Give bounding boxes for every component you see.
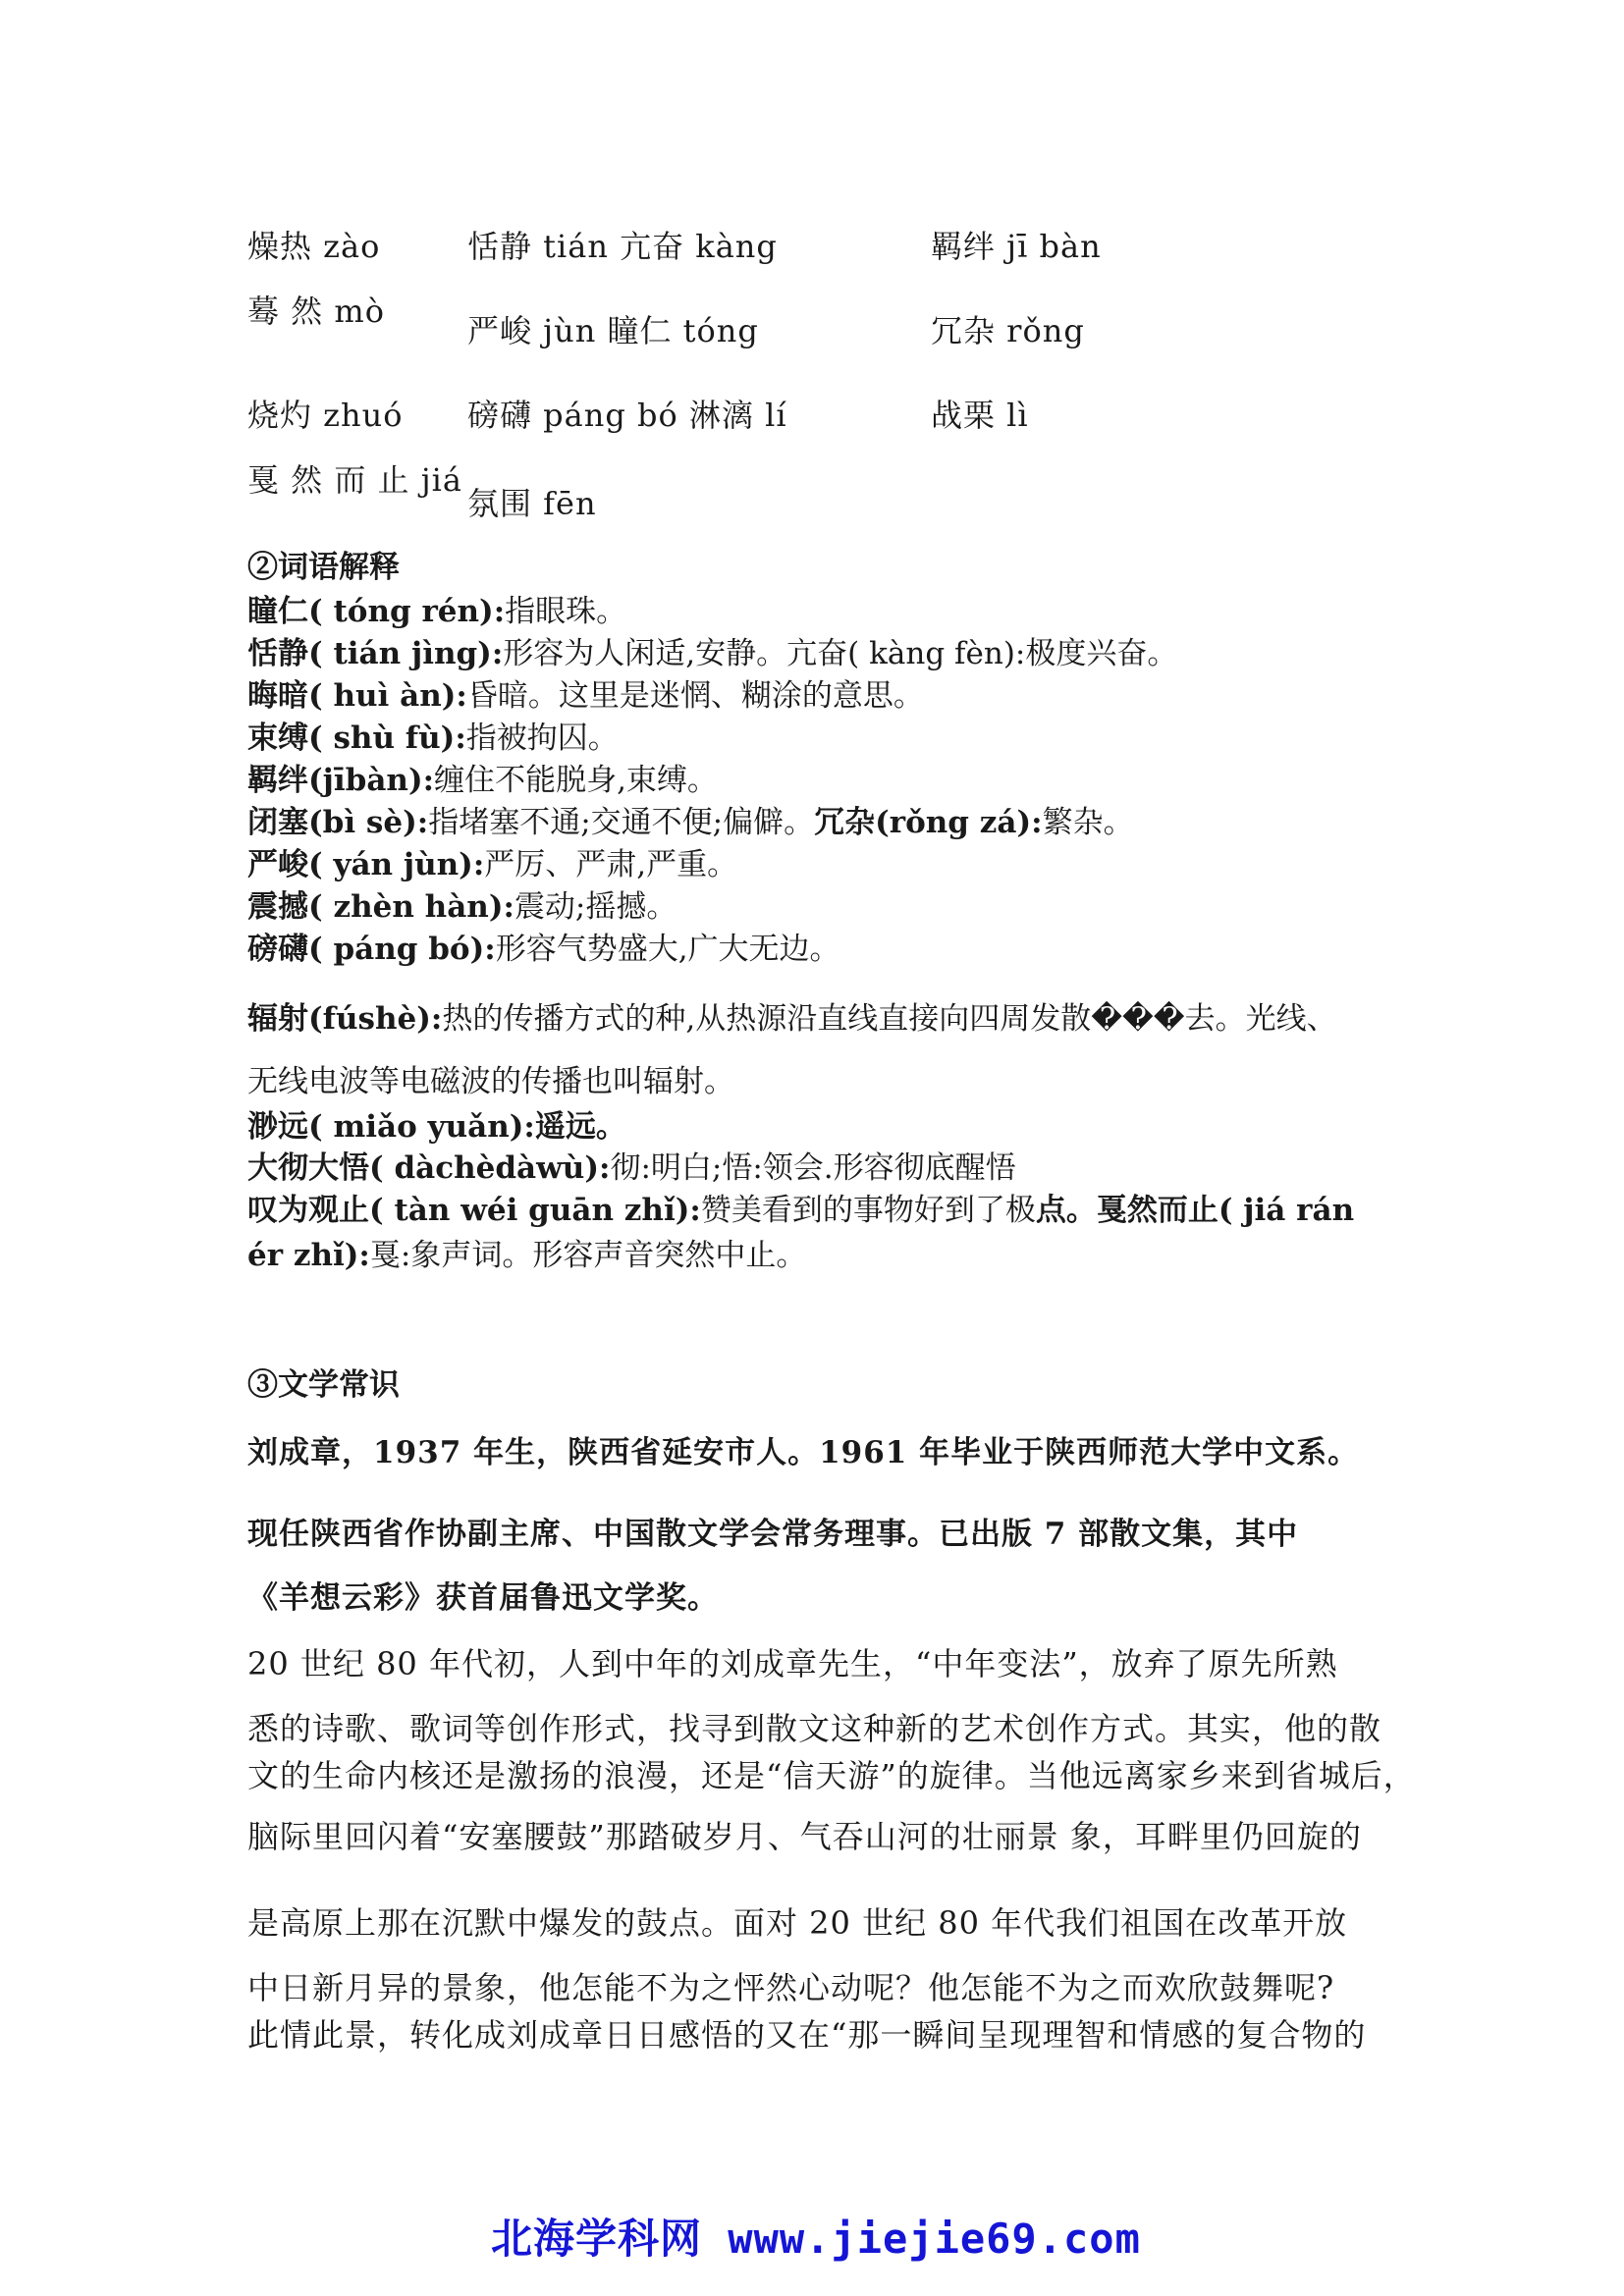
definition-term: 束缚( shù fù): — [247, 721, 466, 756]
author-intro-line: 刘成章，1937 年生，陕西省延安市人。1961 年毕业于陕西师范大学中文系。 — [247, 1435, 1360, 1470]
definition-term: 瞳仁( tóng rén): — [247, 594, 506, 629]
definition-line — [247, 628, 1177, 672]
definition-line — [247, 586, 626, 630]
definition-text: 彻:明白;悟:领会.形容彻底醒悟 — [610, 1150, 1016, 1186]
vocab-item: 严峻 jùn 瞳仁 tóng — [467, 312, 759, 349]
definition-line — [247, 713, 619, 757]
vocab-item: 蓦 然 mò — [247, 293, 385, 330]
definition-text: 热的传播方式的种,从热源沿直线直接向四周发散���去。光线、 — [442, 1001, 1337, 1037]
vocab-item: 恬静 tián 亢奋 kàng — [467, 228, 778, 265]
definition-line — [247, 670, 924, 715]
definition-term: 渺远( miǎo yuǎn): — [247, 1109, 535, 1145]
vocab-item: 羁绊 jī bàn — [931, 228, 1102, 265]
definition-term: 羁绊(jībàn): — [247, 763, 435, 798]
definition-text: 遥远。 — [534, 1109, 626, 1145]
section-heading: ②词语解释 — [247, 550, 400, 585]
definition-line — [247, 993, 1337, 1038]
definition-text: 震动;摇撼。 — [514, 889, 677, 925]
definition-term: 辐射(fúshè): — [247, 1001, 443, 1037]
definition-text: 指被拘囚。 — [465, 721, 619, 756]
body-paragraph-line: 20 世纪 80 年代初，人到中年的刘成章先生，“中年变法”，放弃了原先所熟 — [247, 1645, 1338, 1682]
definition-term: 恬静( tián jìng): — [247, 636, 504, 671]
definition-term: 晦暗( huì àn): — [247, 678, 467, 714]
definition-text: 形容气势盛大,广大无边。 — [495, 932, 840, 967]
vocab-item: 磅礴 páng bó 淋漓 lí — [467, 397, 787, 434]
definition-text: 指堵塞不通;交通不便;偏僻。 — [428, 805, 815, 840]
definition-line — [247, 797, 1134, 841]
author-intro-line: 现任陕西省作协副主席、中国散文学会常务理事。已出版 7 部散文集，其中 — [247, 1517, 1299, 1552]
definition-text: 缠住不能脱身,束缚。 — [434, 763, 718, 798]
vocab-item: 燥热 zào — [247, 228, 381, 265]
section-heading: ③文学常识 — [247, 1367, 400, 1403]
body-paragraph-line: 悉的诗歌、歌词等创作形式，找寻到散文这种新的艺术创作方式。其实，他的散 — [247, 1710, 1382, 1747]
definition-line — [247, 1101, 626, 1146]
vocab-item: 烧灼 zhuó — [247, 397, 404, 434]
definition-term: 严峻( yán jùn): — [247, 847, 485, 882]
definition-text: 形容为人闲适,安静。亢奋( kàng fèn):极度兴奋。 — [503, 636, 1178, 671]
definition-line — [247, 881, 677, 926]
body-paragraph-line: 文的生命内核还是激扬的浪漫，还是“信天游”的旋律。当他远离家乡来到省城后， — [247, 1757, 1416, 1794]
definition-text: 繁杂。 — [1042, 805, 1134, 840]
vocab-item: 戛 然 而 止 jiá — [247, 461, 462, 499]
definition-line — [247, 755, 718, 799]
definition-line — [247, 1230, 806, 1274]
vocab-item: 冗杂 rǒng — [931, 312, 1085, 349]
definition-line — [247, 1056, 734, 1100]
definition-text: 昏暗。这里是迷惘、糊涂的意思。 — [466, 678, 924, 714]
body-paragraph-line: 此情此景，转化成刘成章日日感悟的又在“那一瞬间呈现理智和情感的复合物的 — [247, 2016, 1367, 2054]
author-intro-line: 《羊想云彩》获首届鲁迅文学奖。 — [247, 1580, 719, 1616]
vocab-item: 氛围 fēn — [467, 485, 597, 522]
definition-text: 指眼珠。 — [505, 594, 627, 629]
definition-line — [247, 1185, 1354, 1229]
definition-term: 叹为观止( tàn wéi guān zhǐ): — [247, 1193, 701, 1228]
definition-line — [247, 839, 737, 883]
body-paragraph-line: 脑际里回闪着“安塞腰鼓”那踏破岁月、气吞山河的壮丽景 象，耳畔里仍回旋的 — [247, 1818, 1362, 1855]
footer-watermark: 北海学科网 www.jiejie69.com — [491, 2215, 1141, 2263]
definition-term: 点。戛然而止( jiá rán — [1035, 1193, 1355, 1228]
definition-term: 闭塞(bì sè): — [247, 805, 429, 840]
definition-term: 大彻大悟( dàchèdàwù): — [247, 1150, 611, 1186]
vocab-item: 战栗 lì — [931, 397, 1029, 434]
body-paragraph-line: 中日新月异的景象，他怎能不为之怦然心动呢？他怎能不为之而欢欣鼓舞呢? — [247, 1969, 1335, 2006]
definition-term: 冗杂(rǒng zá): — [814, 805, 1043, 840]
definition-text: 戛:象声词。形容声音突然中止。 — [369, 1238, 807, 1273]
definition-text: 赞美看到的事物好到了极 — [700, 1193, 1036, 1228]
definition-term: 磅礴( páng bó): — [247, 932, 496, 967]
definition-line — [247, 1143, 1016, 1187]
definition-text: 严厉、严肃,严重。 — [484, 847, 738, 882]
definition-term: ér zhǐ): — [247, 1238, 370, 1273]
body-paragraph-line: 是高原上那在沉默中爆发的鼓点。面对 20 世纪 80 年代我们祖国在改革开放 — [247, 1904, 1348, 1942]
definition-text: 无线电波等电磁波的传播也叫辐射。 — [247, 1064, 734, 1099]
definition-line — [247, 924, 840, 968]
definition-term: 震撼( zhèn hàn): — [247, 889, 514, 925]
